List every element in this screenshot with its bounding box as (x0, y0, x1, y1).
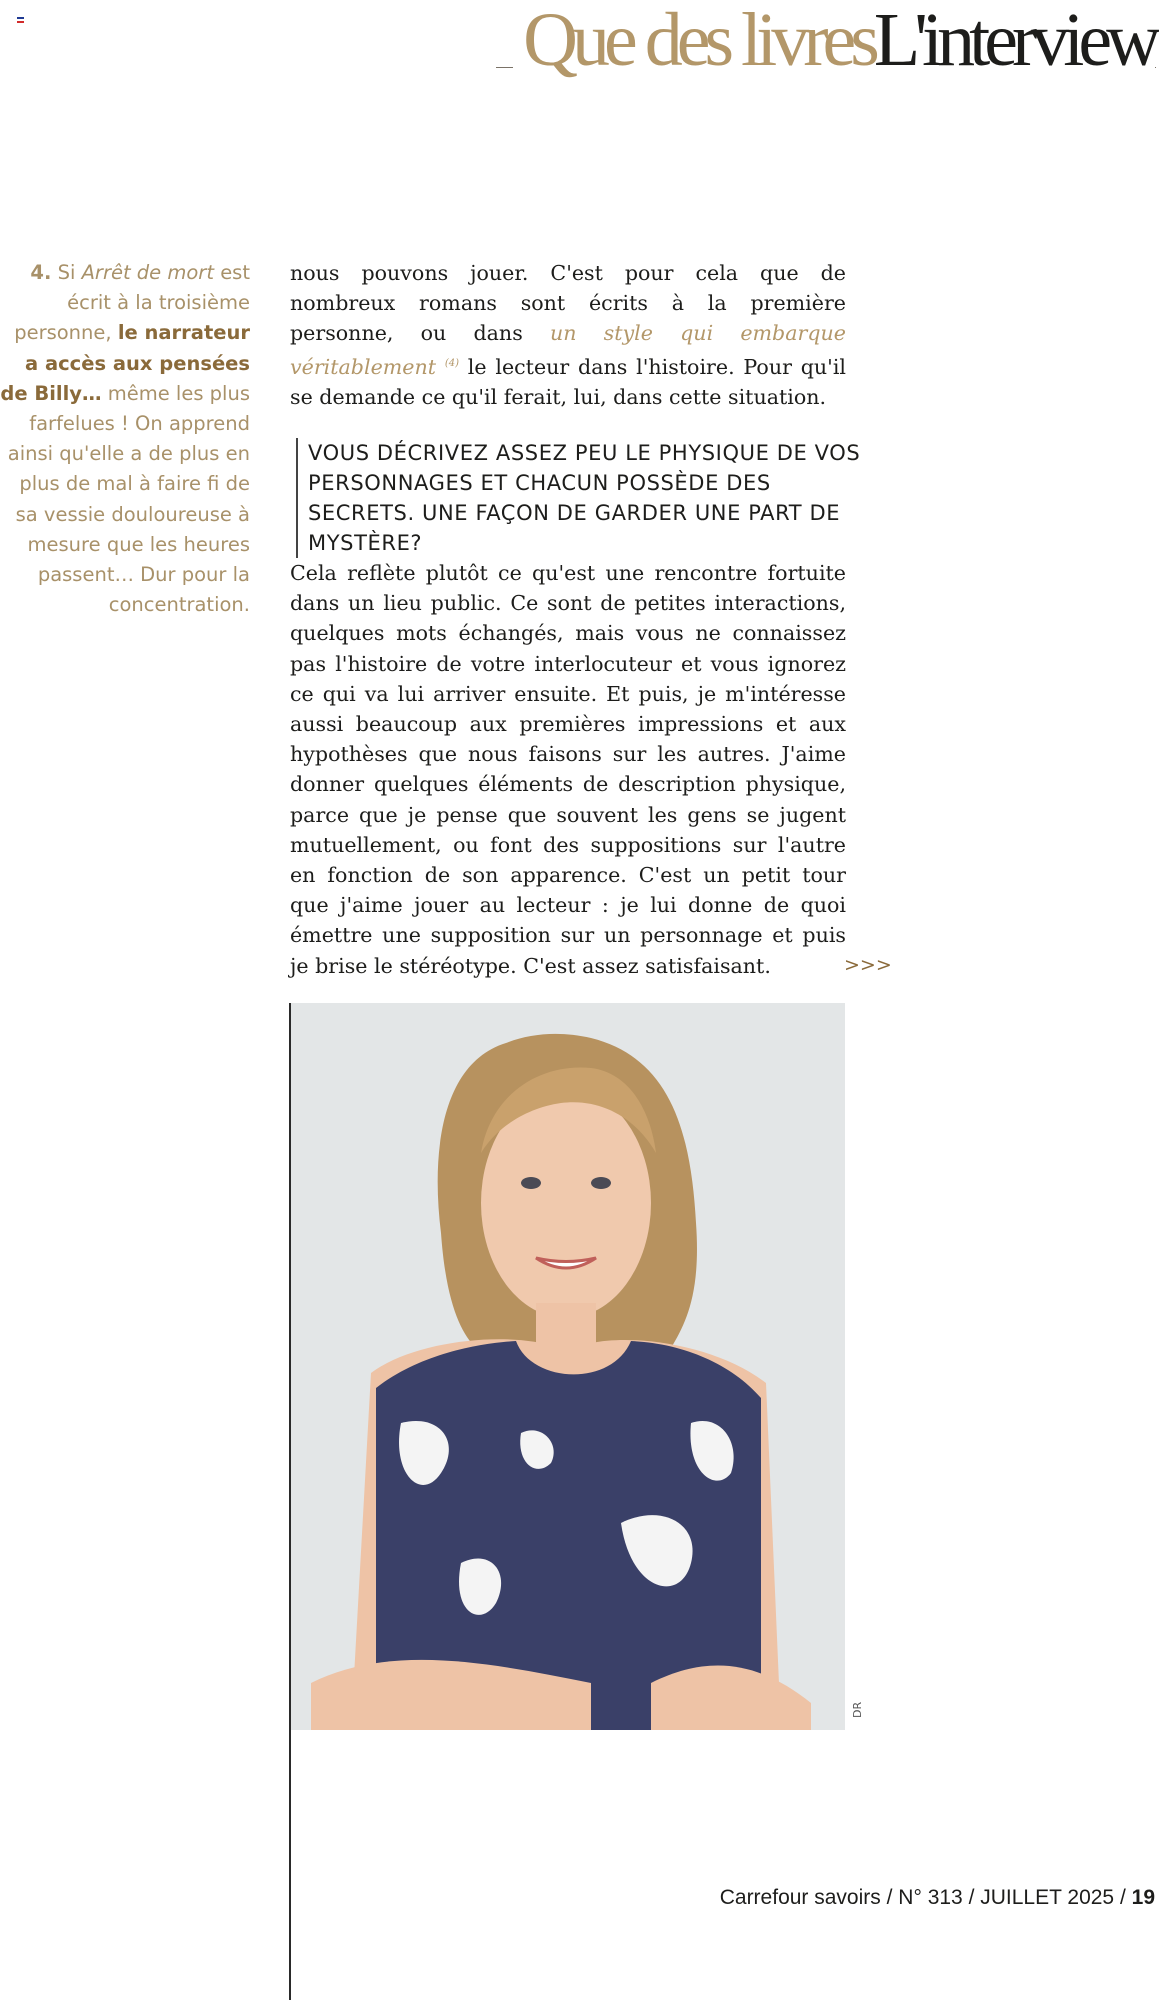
sidenote-text: est écrit à la troisième personne, (14, 261, 250, 345)
paragraph-text: nous pouvons jouer. C'est pour cela que de nombreux romans sont écrits à la première personne, ou dans (290, 261, 846, 346)
footer-separator: / (880, 1886, 899, 1909)
paragraph-text-end: le lecteur dans l'histoire. Pour qu'il se demande ce qu'il ferait, lui, dans cette situation. (290, 354, 847, 409)
magazine-name: Carrefour savoirs (719, 1886, 881, 1909)
page-number: 19 (1131, 1886, 1155, 1909)
sidenote-number: 4. (30, 261, 52, 284)
article-answer: Cela reflète plutôt ce qu'est une rencontre fortuite dans un lieu public. Ce sont de petites interactions, quelques mots échangés, mais vous ne connaissez pas l'histoire de votre interlocuteur et vous ignorez ce qui va lui arriver ensuite. Et puis, je m'intéresse aussi beaucoup aux premières impressions et aux hypothèses que nous faisons sur les autres. J'aime donner quelques éléments de description physique, parce que je pense que souvent les gens se jugent mutuellement, ou font des suppositions sur l'autre en fonction de son apparence. C'est un petit tour que j'aime jouer au lecteur : je lui donne de quoi émettre une supposition sur un personnage et puis je brise le stéréotype. C'est assez satisfaisant. (290, 561, 846, 978)
portrait-illustration (291, 1003, 845, 1730)
sidenote-lead: Si (57, 261, 76, 284)
interview-question: VOUS DÉCRIVEZ ASSEZ PEU LE PHYSIQUE DE VOS PERSONNAGES ET CHACUN POSSÈDE DES SECRETS. UNE FAÇON DE GARDER UNE PART DE MYSTÈRE? (296, 438, 868, 558)
column-rule (289, 1003, 291, 2000)
author-photo (291, 1003, 845, 1730)
styled-phrase: un style qui embarque véritablement (290, 321, 846, 379)
sidenote (0, 258, 250, 620)
sidenote-book-title: Arrêt de mort (81, 261, 214, 284)
page-footer (720, 1886, 1155, 1910)
article-paragraph (290, 258, 846, 412)
section-title: Que des livres (523, 0, 874, 82)
continue-marker: >>> (844, 954, 892, 976)
page-header (513, 0, 1155, 80)
footnote-ref: (4) (444, 357, 459, 369)
flag-icon (17, 17, 24, 23)
footer-separator: / (1114, 1886, 1132, 1909)
photo-credit: DR (851, 1701, 864, 1718)
issue-date: JUILLET 2025 (980, 1886, 1115, 1909)
footer-separator: / (962, 1886, 981, 1909)
sidenote-highlight: le narrateur a accès aux pensées de Billy… (0, 321, 250, 405)
rubric-title: L'interview (873, 0, 1155, 82)
sidenote-text-2: même les plus farfelues ! On apprend ainsi qu'elle a de plus en plus de mal à faire fi de sa vessie douloureuse à mesure que les heures passent… Dur pour la concentration. (7, 381, 250, 617)
issue-number: N° 313 (898, 1886, 963, 1909)
